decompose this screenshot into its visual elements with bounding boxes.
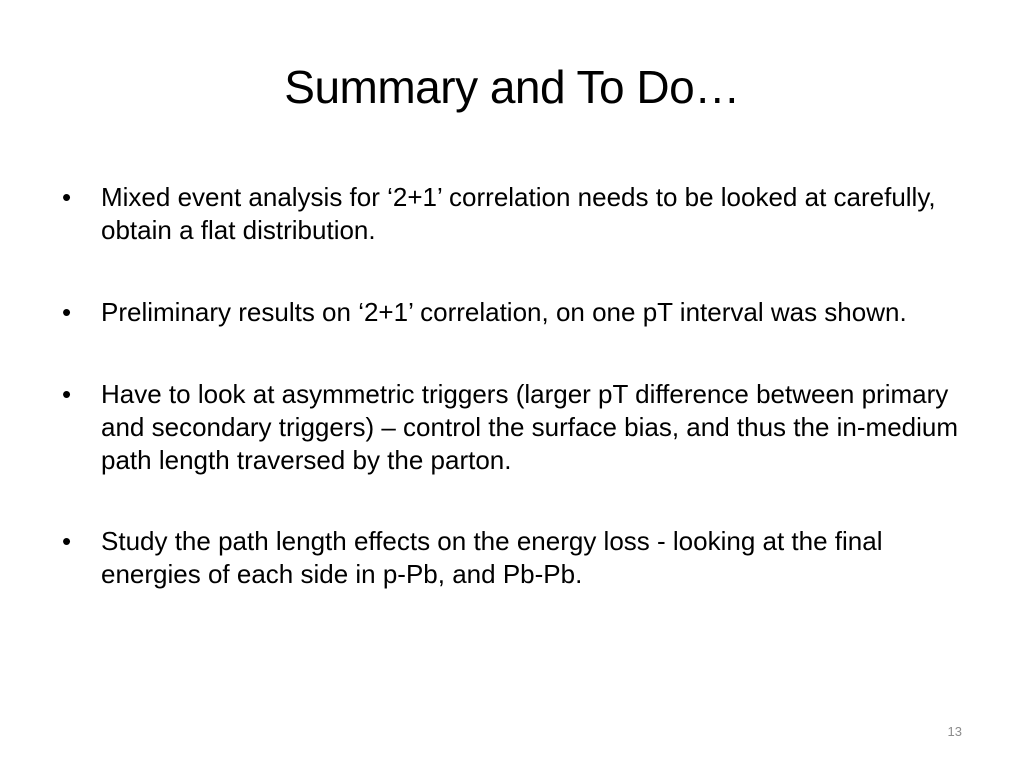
- bullet-dot-icon: •: [62, 526, 72, 556]
- page-number: 13: [947, 724, 962, 739]
- bullet-dot-icon: •: [62, 379, 72, 409]
- bullet-item-path-length: [62, 525, 972, 591]
- bullet-item-mixed-event: [62, 181, 972, 247]
- bullet-text: Study the path length effects on the energy loss - looking at the final energies of each side in p-Pb, and Pb-Pb.: [101, 526, 883, 589]
- bullet-list: [62, 181, 972, 640]
- bullet-text: Mixed event analysis for ‘2+1’ correlation needs to be looked at carefully, obtain a flat distribution.: [101, 182, 936, 245]
- bullet-text: Have to look at asymmetric triggers (larger pT difference between primary and secondary triggers) – control the surface bias, and thus the in-medium path length traversed by the parton.: [101, 379, 959, 475]
- bullet-text: Preliminary results on ‘2+1’ correlation, on one pT interval was shown.: [101, 297, 907, 327]
- bullet-dot-icon: •: [62, 297, 72, 327]
- bullet-dot-icon: •: [62, 182, 72, 212]
- bullet-item-asymmetric-triggers: [62, 378, 972, 477]
- bullet-item-preliminary-results: [62, 296, 972, 329]
- slide-title: Summary and To Do…: [284, 61, 740, 113]
